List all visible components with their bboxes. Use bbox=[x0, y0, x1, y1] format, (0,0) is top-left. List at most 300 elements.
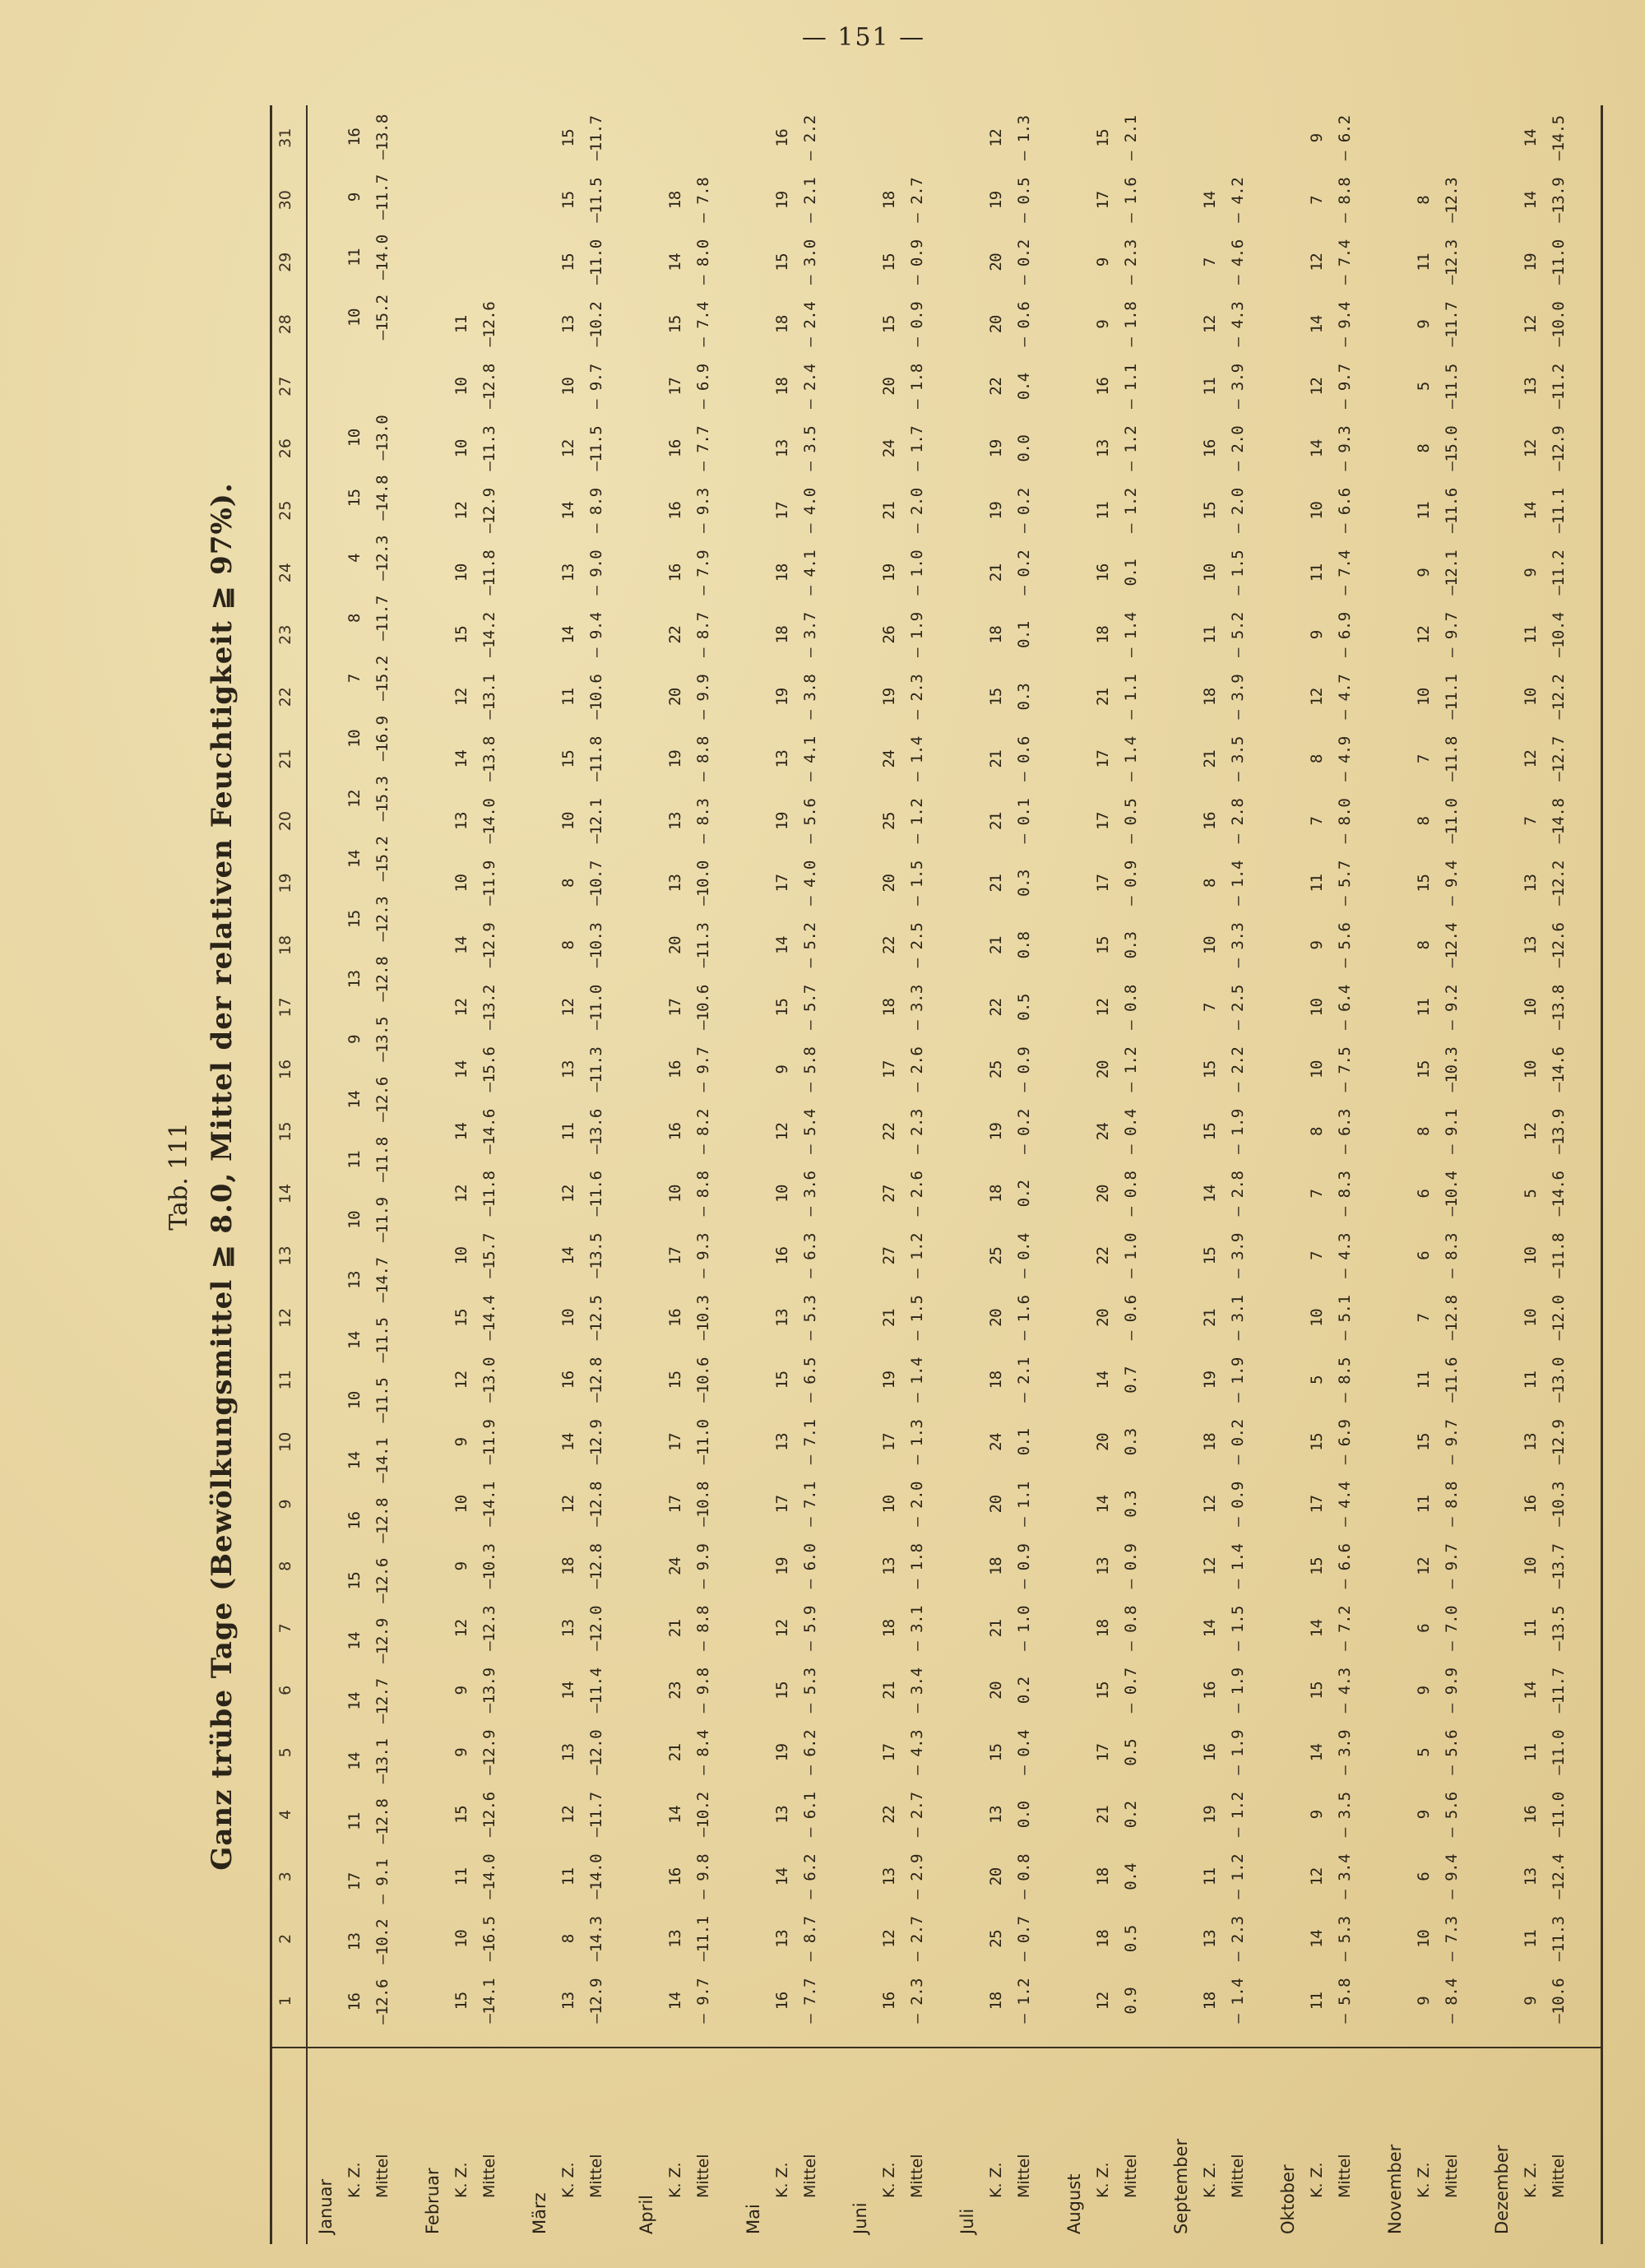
mittel-value: — 2.0 bbox=[1229, 488, 1247, 533]
mittel-value: —14.7 bbox=[373, 1257, 392, 1303]
mittel-value: — 4.3 bbox=[908, 1729, 926, 1775]
mittel-value: — 0.8 bbox=[1122, 985, 1140, 1030]
mittel-value: —14.6 bbox=[1550, 1171, 1568, 1217]
mittel-value: — 8.8 bbox=[1336, 177, 1354, 223]
kz-value: 16 bbox=[666, 439, 684, 458]
kz-value: 10 bbox=[345, 1391, 364, 1410]
kz-value: 6 bbox=[1415, 1871, 1433, 1881]
day-header: 26 bbox=[276, 438, 294, 459]
kz-value-row bbox=[987, 107, 1005, 2032]
kz-value: 14 bbox=[452, 1122, 470, 1141]
mittel-value: —11.2 bbox=[1550, 550, 1568, 596]
mittel-value-row bbox=[1229, 107, 1247, 2032]
kz-value: 22 bbox=[666, 625, 684, 644]
kz-value: 10 bbox=[345, 308, 364, 327]
kz-value: 20 bbox=[987, 1681, 1005, 1700]
mittel-value: —11.3 bbox=[587, 1046, 605, 1092]
kz-value: 11 bbox=[452, 1867, 470, 1886]
kz-value: 13 bbox=[773, 1432, 791, 1451]
kz-value: 13 bbox=[1094, 1556, 1112, 1575]
mittel-value: —11.0 bbox=[1443, 798, 1461, 844]
kz-value: 9 bbox=[345, 1034, 364, 1044]
kz-value: 13 bbox=[773, 1805, 791, 1824]
kz-value: 10 bbox=[1415, 1929, 1433, 1948]
kz-value: 14 bbox=[1308, 1619, 1326, 1638]
kz-value bbox=[666, 107, 684, 169]
mittel-value: 0.5 bbox=[1122, 1925, 1140, 1953]
kz-value: 10 bbox=[1201, 564, 1219, 582]
kz-value: 14 bbox=[1201, 1619, 1219, 1638]
mittel-value: 0.5 bbox=[1122, 1738, 1140, 1766]
mittel-value: — 4.0 bbox=[801, 860, 819, 906]
mittel-value: —10.4 bbox=[1550, 612, 1568, 657]
kz-value: 18 bbox=[1094, 1867, 1112, 1886]
month-block bbox=[1278, 105, 1385, 2244]
kz-value bbox=[1201, 107, 1219, 169]
row-label-mittel: Mittel bbox=[1443, 2154, 1461, 2198]
kz-value: 24 bbox=[1094, 1122, 1112, 1141]
kz-value: 9 bbox=[773, 1064, 791, 1074]
mittel-value: — 7.4 bbox=[694, 301, 712, 347]
kz-value: 17 bbox=[880, 1743, 898, 1762]
mittel-value: —10.0 bbox=[694, 860, 712, 906]
kz-value-row bbox=[666, 107, 684, 2032]
kz-value: 12 bbox=[452, 1371, 470, 1389]
mittel-value: —12.6 bbox=[480, 1792, 498, 1838]
mittel-value-row bbox=[373, 107, 392, 2032]
mittel-value: — 6.5 bbox=[801, 1357, 819, 1403]
kz-value: 24 bbox=[666, 1556, 684, 1575]
kz-value: 11 bbox=[1415, 253, 1433, 271]
kz-value: 9 bbox=[452, 1437, 470, 1447]
kz-value: 5 bbox=[1415, 382, 1433, 392]
mittel-value: — 9.7 bbox=[587, 364, 605, 410]
mittel-value: — 4.0 bbox=[801, 488, 819, 533]
mittel-value: — 9.3 bbox=[694, 1233, 712, 1278]
mittel-value: — 3.3 bbox=[1229, 922, 1247, 968]
month-block bbox=[850, 105, 957, 2244]
mittel-value: 0.1 bbox=[1015, 1428, 1033, 1456]
rotated-table-sheet bbox=[164, 99, 1645, 2254]
day-header: 9 bbox=[276, 1499, 294, 1510]
mittel-value: — 5.6 bbox=[1336, 922, 1354, 968]
kz-value: 7 bbox=[1415, 1313, 1433, 1323]
mittel-value: —10.6 bbox=[694, 1357, 712, 1403]
mittel-value: — 1.2 bbox=[1229, 1792, 1247, 1838]
mittel-value: —11.0 bbox=[1550, 1729, 1568, 1775]
kz-value: 17 bbox=[666, 998, 684, 1017]
kz-value: 15 bbox=[666, 315, 684, 334]
mittel-value: — 4.4 bbox=[1336, 1482, 1354, 1527]
row-label-kz: K. Z. bbox=[666, 2162, 684, 2198]
kz-value: 26 bbox=[880, 625, 898, 644]
mittel-value: — 4.1 bbox=[801, 736, 819, 782]
kz-value: 14 bbox=[1522, 1681, 1540, 1700]
mittel-value: — 1.4 bbox=[1122, 736, 1140, 782]
table-number: Tab. 111 bbox=[164, 1122, 193, 1231]
kz-value: 10 bbox=[1522, 1308, 1540, 1327]
kz-value-row bbox=[880, 107, 898, 2032]
mittel-value: — 0.9 bbox=[908, 239, 926, 285]
kz-value: 20 bbox=[1094, 1432, 1112, 1451]
kz-value: 13 bbox=[773, 439, 791, 458]
mittel-value: — 3.0 bbox=[801, 239, 819, 285]
mittel-value: — 9.9 bbox=[694, 674, 712, 720]
kz-value: 18 bbox=[773, 315, 791, 334]
kz-value: 12 bbox=[452, 501, 470, 520]
mittel-value: —11.7 bbox=[587, 115, 605, 161]
kz-value: 14 bbox=[773, 936, 791, 954]
kz-value: 15 bbox=[1201, 1246, 1219, 1265]
mittel-value: — 8.3 bbox=[1336, 1171, 1354, 1217]
mittel-value: — 6.3 bbox=[1336, 1109, 1354, 1154]
kz-value: 10 bbox=[452, 564, 470, 582]
kz-value: 5 bbox=[1522, 1189, 1540, 1199]
kz-value: 11 bbox=[1094, 501, 1112, 520]
kz-value: 10 bbox=[452, 439, 470, 458]
mittel-value: — 9.3 bbox=[694, 488, 712, 533]
kz-value: 10 bbox=[1308, 1308, 1326, 1327]
mittel-value: — 0.9 bbox=[1122, 1543, 1140, 1589]
mittel-value: —12.9 bbox=[587, 1978, 605, 2024]
kz-value: 17 bbox=[666, 1246, 684, 1265]
kz-value: 16 bbox=[666, 1122, 684, 1141]
kz-value: 9 bbox=[1094, 257, 1112, 267]
mittel-value: 0.3 bbox=[1015, 870, 1033, 897]
kz-value: 13 bbox=[559, 315, 577, 334]
kz-value: 14 bbox=[1308, 1929, 1326, 1948]
kz-value: 15 bbox=[880, 253, 898, 271]
mittel-value: —13.9 bbox=[1550, 177, 1568, 223]
mittel-value: — 0.5 bbox=[1122, 798, 1140, 844]
row-label-mittel: Mittel bbox=[1550, 2154, 1568, 2198]
mittel-value-row bbox=[908, 107, 926, 2032]
mittel-value: — 0.7 bbox=[1122, 1667, 1140, 1714]
kz-value: 15 bbox=[452, 1308, 470, 1327]
kz-value: 13 bbox=[773, 1929, 791, 1948]
kz-value: 20 bbox=[987, 253, 1005, 271]
mittel-value: — 6.6 bbox=[1336, 1543, 1354, 1589]
kz-value: 14 bbox=[666, 253, 684, 271]
mittel-value: —11.7 bbox=[1443, 301, 1461, 347]
mittel-value: —11.5 bbox=[587, 177, 605, 223]
kz-value: 13 bbox=[987, 1805, 1005, 1824]
mittel-value: —16.5 bbox=[480, 1916, 498, 1962]
mittel-value: — 1.9 bbox=[1229, 1729, 1247, 1775]
kz-value: 16 bbox=[1201, 812, 1219, 830]
kz-value: 9 bbox=[1308, 940, 1326, 950]
mittel-value: — 5.7 bbox=[1336, 860, 1354, 906]
mittel-value: — 1.2 bbox=[1229, 1853, 1247, 1899]
kz-value: 7 bbox=[1522, 816, 1540, 826]
mittel-value: —12.9 bbox=[587, 1419, 605, 1465]
kz-value: 14 bbox=[345, 1691, 364, 1710]
kz-value: 21 bbox=[1201, 749, 1219, 768]
kz-value: 7 bbox=[1308, 1250, 1326, 1260]
kz-value: 9 bbox=[1415, 1810, 1433, 1820]
kz-value: 8 bbox=[1201, 879, 1219, 888]
mittel-value: — 2.1 bbox=[1015, 1357, 1033, 1403]
month-block bbox=[1064, 105, 1171, 2244]
mittel-value: — 9.8 bbox=[694, 1853, 712, 1899]
kz-value: 13 bbox=[559, 564, 577, 582]
mittel-value: —12.6 bbox=[373, 1558, 392, 1603]
kz-value: 19 bbox=[1201, 1805, 1219, 1824]
kz-value: 15 bbox=[1201, 1060, 1219, 1078]
kz-value: 9 bbox=[345, 192, 364, 202]
kz-value: 8 bbox=[559, 940, 577, 950]
kz-value: 19 bbox=[666, 749, 684, 768]
kz-value: 11 bbox=[559, 1867, 577, 1886]
month-block bbox=[744, 105, 850, 2244]
kz-value: 12 bbox=[1201, 1556, 1219, 1575]
kz-value: 8 bbox=[1308, 754, 1326, 764]
kz-value: 15 bbox=[559, 128, 577, 147]
kz-value: 17 bbox=[666, 1432, 684, 1451]
mittel-value: — 1.4 bbox=[908, 736, 926, 782]
row-label-mittel: Mittel bbox=[908, 2154, 926, 2198]
header-rule bbox=[306, 105, 308, 2244]
mittel-value: — 8.5 bbox=[1336, 1357, 1354, 1403]
mittel-value: —12.1 bbox=[1443, 550, 1461, 596]
mittel-value: — 1.2 bbox=[908, 1233, 926, 1278]
mittel-value: —11.9 bbox=[373, 1197, 392, 1243]
kz-value bbox=[452, 107, 470, 169]
kz-value: 16 bbox=[1094, 564, 1112, 582]
mittel-value: —12.9 bbox=[480, 922, 498, 968]
kz-value-row bbox=[1094, 107, 1112, 2032]
mittel-value: — 3.7 bbox=[801, 612, 819, 657]
kz-value: 16 bbox=[773, 1246, 791, 1265]
kz-value: 21 bbox=[987, 874, 1005, 893]
mittel-value: — 5.7 bbox=[801, 985, 819, 1030]
kz-value: 19 bbox=[880, 564, 898, 582]
mittel-value: —11.8 bbox=[1443, 736, 1461, 782]
kz-value: 16 bbox=[666, 501, 684, 520]
mittel-value: 0.7 bbox=[1122, 1366, 1140, 1394]
kz-value: 17 bbox=[773, 874, 791, 893]
mittel-value: — 7.7 bbox=[801, 1978, 819, 2024]
mittel-value: — 1.3 bbox=[1015, 115, 1033, 161]
mittel-value: — 2.1 bbox=[801, 177, 819, 223]
kz-value: 11 bbox=[1201, 625, 1219, 644]
kz-value: 13 bbox=[666, 1929, 684, 1948]
mittel-value: —13.7 bbox=[1550, 1543, 1568, 1589]
kz-value: 15 bbox=[452, 1992, 470, 2011]
mittel-value: — 8.9 bbox=[587, 488, 605, 533]
kz-value: 19 bbox=[987, 191, 1005, 210]
kz-value: 18 bbox=[880, 998, 898, 1017]
mittel-value: — 0.9 bbox=[908, 301, 926, 347]
mittel-value: — 7.3 bbox=[1443, 1916, 1461, 1962]
mittel-value: —13.1 bbox=[373, 1738, 392, 1784]
mittel-value: — 1.1 bbox=[1122, 364, 1140, 410]
kz-value: 17 bbox=[666, 377, 684, 396]
mittel-value: — 8.3 bbox=[694, 798, 712, 844]
mittel-value: — 2.3 bbox=[908, 1109, 926, 1154]
mittel-value: —11.1 bbox=[1550, 488, 1568, 533]
month-name: Januar bbox=[316, 2178, 336, 2234]
kz-value: 18 bbox=[773, 564, 791, 582]
kz-value: 8 bbox=[1415, 195, 1433, 205]
mittel-value: — 1.4 bbox=[1229, 1978, 1247, 2024]
kz-value: 14 bbox=[559, 1246, 577, 1265]
kz-value: 10 bbox=[1522, 998, 1540, 1017]
kz-value: 21 bbox=[987, 936, 1005, 954]
mittel-value: —11.3 bbox=[480, 425, 498, 471]
kz-value: 17 bbox=[666, 1495, 684, 1514]
mittel-value: —11.3 bbox=[1550, 1916, 1568, 1962]
row-label-mittel: Mittel bbox=[1229, 2154, 1247, 2198]
kz-value: 13 bbox=[666, 812, 684, 830]
mittel-value: —12.8 bbox=[587, 1543, 605, 1589]
kz-value: 12 bbox=[559, 439, 577, 458]
mittel-value: — 1.6 bbox=[1015, 1295, 1033, 1341]
day-header: 25 bbox=[276, 500, 294, 521]
kz-value: 21 bbox=[880, 1308, 898, 1327]
kz-value: 10 bbox=[345, 729, 364, 748]
mittel-value: — 3.5 bbox=[1229, 736, 1247, 782]
mittel-value-row bbox=[694, 107, 712, 2032]
mittel-value: — 2.2 bbox=[801, 115, 819, 161]
kz-value: 14 bbox=[559, 1681, 577, 1700]
mittel-value: —11.3 bbox=[694, 922, 712, 968]
mittel-value: — 9.7 bbox=[1336, 364, 1354, 410]
mittel-value: — 1.5 bbox=[1229, 550, 1247, 596]
mittel-value: — 4.3 bbox=[1336, 1667, 1354, 1714]
mittel-value: — 0.9 bbox=[1229, 1482, 1247, 1527]
kz-value: 6 bbox=[1415, 1623, 1433, 1633]
mittel-value: —15.2 bbox=[373, 656, 392, 702]
mittel-value: — 5.1 bbox=[1336, 1295, 1354, 1341]
mittel-value: — 4.1 bbox=[801, 550, 819, 596]
kz-value: 15 bbox=[987, 688, 1005, 707]
mittel-value: — 1.9 bbox=[1229, 1109, 1247, 1154]
kz-value: 10 bbox=[345, 429, 364, 448]
kz-value: 18 bbox=[773, 625, 791, 644]
kz-value: 8 bbox=[1415, 816, 1433, 826]
mittel-value: — 5.3 bbox=[1336, 1916, 1354, 1962]
month-name: Mai bbox=[744, 2204, 763, 2234]
kz-value: 4 bbox=[345, 553, 364, 563]
mittel-value: — 0.5 bbox=[1015, 177, 1033, 223]
mittel-value: — 9.4 bbox=[1443, 860, 1461, 906]
day-header: 28 bbox=[276, 314, 294, 335]
mittel-value: —11.7 bbox=[1550, 1667, 1568, 1714]
mittel-value-row bbox=[1550, 107, 1568, 2032]
kz-value: 13 bbox=[559, 1619, 577, 1638]
mittel-value: — 0.6 bbox=[1015, 736, 1033, 782]
mittel-value: — 0.4 bbox=[1015, 1729, 1033, 1775]
mittel-value: —11.0 bbox=[587, 239, 605, 285]
kz-value: 13 bbox=[880, 1556, 898, 1575]
mittel-value: — 9.9 bbox=[1443, 1667, 1461, 1714]
kz-value: 12 bbox=[1094, 998, 1112, 1017]
mittel-value: —11.6 bbox=[1443, 1357, 1461, 1403]
kz-value: 15 bbox=[345, 489, 364, 508]
kz-value: 12 bbox=[1522, 1122, 1540, 1141]
mittel-value: —12.0 bbox=[587, 1729, 605, 1775]
mittel-value: —11.2 bbox=[1550, 364, 1568, 410]
kz-value: 9 bbox=[1308, 630, 1326, 640]
kz-value: 12 bbox=[559, 1495, 577, 1514]
mittel-value: —14.8 bbox=[1550, 798, 1568, 844]
mittel-value: —13.0 bbox=[480, 1357, 498, 1403]
mittel-value: —13.8 bbox=[373, 114, 392, 160]
kz-value: 15 bbox=[773, 1681, 791, 1700]
mittel-value: —13.9 bbox=[1550, 1109, 1568, 1154]
mittel-value bbox=[1443, 107, 1461, 169]
mittel-value: —10.3 bbox=[1550, 1482, 1568, 1527]
kz-value: 18 bbox=[1201, 1432, 1219, 1451]
mittel-value: 0.2 bbox=[1015, 1677, 1033, 1704]
kz-value: 18 bbox=[559, 1556, 577, 1575]
mittel-value: — 5.6 bbox=[801, 798, 819, 844]
day-header: 14 bbox=[276, 1183, 294, 1204]
mittel-value: — 3.9 bbox=[1336, 1729, 1354, 1775]
mittel-value: — 8.7 bbox=[694, 612, 712, 657]
day-header: 10 bbox=[276, 1431, 294, 1452]
mittel-value: —12.2 bbox=[1550, 860, 1568, 906]
mittel-value: —11.0 bbox=[694, 1419, 712, 1465]
kz-value: 11 bbox=[1522, 625, 1540, 644]
kz-value bbox=[1415, 107, 1433, 169]
mittel-value: — 4.3 bbox=[1229, 301, 1247, 347]
kz-value: 6 bbox=[1415, 1250, 1433, 1260]
kz-value: 15 bbox=[1094, 936, 1112, 954]
kz-value: 15 bbox=[452, 1805, 470, 1824]
mittel-value: —12.9 bbox=[373, 1618, 392, 1664]
mittel-value: —12.3 bbox=[373, 536, 392, 581]
kz-value: 20 bbox=[880, 874, 898, 893]
mittel-value-row bbox=[1015, 107, 1033, 2032]
row-label-mittel: Mittel bbox=[1015, 2154, 1033, 2198]
mittel-value: —11.0 bbox=[1550, 1792, 1568, 1838]
mittel-value: —11.0 bbox=[587, 985, 605, 1030]
kz-value: 6 bbox=[1415, 1189, 1433, 1199]
kz-value: 10 bbox=[452, 377, 470, 396]
kz-value: 13 bbox=[559, 1060, 577, 1078]
kz-value: 7 bbox=[345, 674, 364, 684]
row-label-kz: K. Z. bbox=[559, 2162, 577, 2198]
mittel-value: —14.0 bbox=[480, 1853, 498, 1899]
mittel-value: —12.5 bbox=[587, 1295, 605, 1341]
mittel-value: — 0.8 bbox=[1122, 1171, 1140, 1217]
mittel-value: — 2.6 bbox=[908, 1046, 926, 1092]
kz-value: 18 bbox=[880, 191, 898, 210]
kz-value: 12 bbox=[559, 998, 577, 1017]
kz-value: 13 bbox=[1201, 1929, 1219, 1948]
kz-value: 11 bbox=[1522, 1371, 1540, 1389]
kz-value: 22 bbox=[880, 1122, 898, 1141]
kz-value: 25 bbox=[987, 1246, 1005, 1265]
mittel-value: — 8.8 bbox=[694, 736, 712, 782]
mittel-value-row bbox=[1122, 107, 1140, 2032]
kz-value: 10 bbox=[559, 812, 577, 830]
mittel-value: 0.2 bbox=[1015, 1180, 1033, 1208]
mittel-value: — 9.4 bbox=[1336, 301, 1354, 347]
day-header: 20 bbox=[276, 810, 294, 832]
mittel-value: —14.8 bbox=[373, 475, 392, 521]
kz-value: 9 bbox=[1415, 1996, 1433, 2006]
mittel-value: — 1.5 bbox=[908, 1295, 926, 1341]
kz-value: 16 bbox=[345, 1511, 364, 1530]
kz-value: 10 bbox=[1522, 1246, 1540, 1265]
kz-value-row bbox=[1201, 107, 1219, 2032]
mittel-value bbox=[908, 107, 926, 169]
kz-value: 8 bbox=[559, 1934, 577, 1944]
mittel-value: 0.3 bbox=[1015, 683, 1033, 711]
